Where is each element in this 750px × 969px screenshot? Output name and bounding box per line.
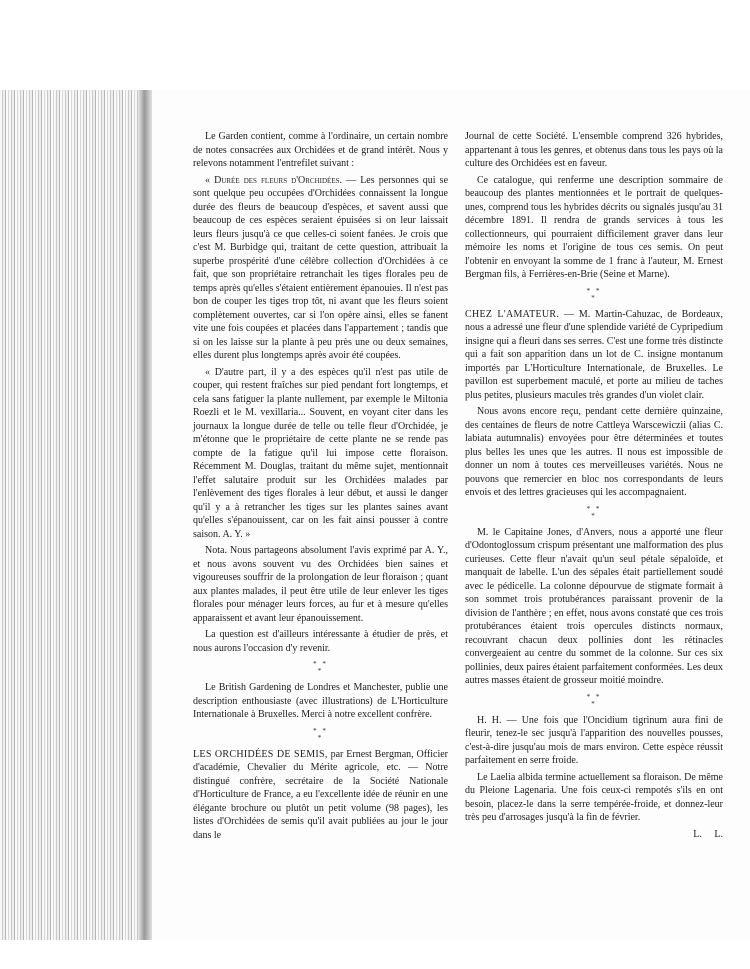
cattleya-paragraph: Nous avons encore reçu, pendant cette dernière quinzaine, des centaines de fleurs de notre Cattleya Warscewiczii (alias C. labiata autumnalis) envoyées pour être déterminées et toutes plus belles les unes que les autres. Il nous est impossible de donner un nom à toutes ces merveilleuses variétés. Nous ne pouvons que remercier en bloc nos correspondants de leurs envois et des lettres gracieuses qui les accompagnaient. — [465, 406, 723, 498]
article-paragraph-1: « Durée des fleurs d'Orchidées. — Les personnes qui se sont quelque peu occupées d'Orchidées connaissent la longue durée des fleurs de beaucoup d'espèces, et savent aussi que beaucoup de ces espèces seraient épuisées si on leur laissait leurs fleurs jusqu'à ce que celles-ci soient fanées. Je crois que c'est M. Burbidge qui, traitant de cette question, attribuait la superbe prospérité d'une célèbre collection d'Orchidées à ce fait, que son propriétaire retranchait les tiges florales peu de temps après qu'elles s'étaient entièrement épanouies. Il n'est pas bon de couper les tiges trop tôt, ni avant que les fleurs soient complètement ouvertes, car si l'on opère ainsi, elles se fanent vite une fois coupées et placées dans l'appartement ; tandis que si on les laisse sur la plante à peu près une ou deux semaines, elles durent plus longtemps après avoir été coupées. — [193, 174, 449, 361]
separator-top: * * — [586, 504, 602, 513]
semis-title: LES ORCHIDÉES DE SEMIS, — [193, 748, 328, 760]
amateur-paragraph — [465, 308, 723, 403]
separator-top: * * — [586, 692, 602, 701]
odontoglossum-paragraph: M. le Capitaine Jones, d'Anvers, nous a apporté une fleur d'Odontoglossum crispum présentant une malformation des plus curieuses. Cette fleur n'avait qu'un seul pétale sépaloïde, et manquait de labelle. L'un des sépales était partiellement soudé avec le pédicelle. La colonne dépourvue de stigmate formait à son sommet trois protubérances paraissant provenir de la division de l'anthère ; en effet, nous avons constaté que ces trois protubérances étaient trois opercules distincts normaux, recouvrant chacun deux pollinies dont les rétinacles convergeaient au centre du sommet de la colonne. Sur ces six pollinies, deux paires étaient parfaitement conformées. Les deux autres masses étaient de grosseur moitié moindre. — [465, 526, 723, 686]
separator-bottom: * — [591, 699, 597, 708]
section-separator — [465, 506, 723, 520]
separator-bottom: * — [317, 667, 324, 675]
section-separator — [193, 661, 448, 675]
catalogue-paragraph: Ce catalogue, qui renferme une description sommaire de beaucoup des plantes mentionnées et le portrait de quelques-unes, comprend tous les hybrides décrits ou signalés jusqu'au 31 décembre 1891. Il rendra de grands services à tous les collectionneurs, qui pourraient difficilement graver dans leur mémoire les noms et l'origine de tous ces semis. On peut l'obtenir en envoyant la somme de 1 franc à l'auteur, M. Ernest Bergman fils, à Ferrières-en-Brie (Seine et Marne). — [465, 174, 723, 280]
right-column — [465, 130, 723, 844]
separator-top: * * — [313, 726, 328, 735]
section-separator — [193, 728, 448, 742]
separator-top: * * — [586, 286, 602, 295]
amateur-text: — M. Martin-Cahuzac, de Bordeaux, nous a adressé une fleur d'une splendide variété de Cypripedium insigne qui a fleuri dans ses serres. C'est une forme très distincte qui a fait son apparition dans un lot de C. insigne montanum importés par L'Horticulture Internationale, de Bruxelles. Le pavillon est superbement maculé, et porte au milieu de taches plus petites, plusieurs macules très grandes d'un violet clair. — [465, 308, 723, 401]
question-paragraph: La question est d'ailleurs intéressante à étudier de près, et nous aurons l'occasion d'y revenir. — [193, 629, 448, 654]
separator-bottom: * — [591, 293, 597, 302]
binding-edge — [0, 90, 150, 940]
semis-paragraph — [193, 748, 448, 843]
oncidium-paragraph: H. H. — Une fois que l'Oncidium tigrinum aura fini de fleurir, tenez-le sec jusqu'à l'apparition des nouvelles pousses, c'est-à-dire jusqu'au mois de mars environ. Cette espèce réussit parfaitement en serre froide. — [465, 714, 723, 766]
article-title: Durée des fleurs d'Orchidées. — [214, 174, 342, 186]
separator-top: * * — [313, 660, 328, 668]
section-separator — [465, 694, 723, 708]
semis-text: par Ernest Bergman, Officier d'académie, Chevalier du Mérite agricole, etc. — Notre distingué confrère, secrétaire de la Société Nationale d'Horticulture de France, a eu l'excellente idée de réunir en une élégante brochure ou plutôt un petit volume (98 pages), les listes d'Orchidées de semis qu'il avait publiées au jour le jour dans le — [193, 748, 449, 841]
journal-paragraph: Journal de cette Société. L'ensemble comprend 326 hybrides, appartenant à tous les genres, et obtenus dans tous les pays où la culture des Orchidées est en faveur. — [465, 131, 723, 169]
nota-paragraph: Nota. Nous partageons absolument l'avis exprimé par A. Y., et nous avons souvent vu des Orchidées bien saines et vigoureuses souffrir de la prolongation de leur floraison ; quant aux plantes malades, il peut être utile de leur enlever les tiges florales pour ménager leurs forces, au fur et à mesure qu'elles apparaissent et avant leur épanouissement. — [193, 545, 448, 624]
laelia-paragraph: Le Laelia albida termine actuellement sa floraison. De même du Pleione Lagenaria. Une fois ceux-ci rempotés s'ils en ont besoin, placez-le dans la serre tempérée-froide, et donnez-leur très peu d'arrosages jusqu'à la fin de février. — [465, 771, 723, 823]
amateur-title: CHEZ L'AMATEUR. — [465, 308, 560, 320]
intro-paragraph: Le Garden contient, comme à l'ordinaire, un certain nombre de notes consacrées aux Orchidées et de grand intérêt. Nous y relevons notamment l'entrefilet suivant : — [193, 131, 448, 169]
article-text-1: — Les personnes qui se sont quelque peu occupées d'Orchidées connaissent la longue durée des fleurs de beaucoup d'espèces, et savent aussi que beaucoup de ces espèces seraient épuisées si on leur laissait leurs fleurs jusqu'à ce que celles-ci soient fanées. Je crois que c'est M. Burbidge qui, traitant de cette question, attribuait la superbe prospérité d'une célèbre collection d'Orchidées à ce fait, que son propriétaire retranchait les tiges florales peu de temps après qu'elles s'étaient entièrement épanouies. Il n'est pas bon de couper les tiges trop tôt, ni avant que les fleurs soient complètement ouvertes, car si l'on opère ainsi, elles se fanent vite une fois coupées et placées dans l'appartement ; tandis que si on les laisse sur la plante à peu près une ou deux semaines, elles durent plus longtemps après avoir été coupées. — [193, 174, 449, 361]
left-column — [193, 130, 448, 845]
separator-bottom: * — [317, 733, 324, 742]
signature: L. L. — [693, 828, 723, 840]
section-separator — [465, 288, 723, 302]
british-gardening-paragraph: Le British Gardening de Londres et Manchester, publie une description enthousiaste (avec illustrations) de L'Horticulture Internationale à Bruxelles. Merci à notre excellent confrère. — [193, 682, 448, 720]
separator-bottom: * — [591, 511, 597, 520]
article-paragraph-2: « D'autre part, il y a des espèces qu'il n'est pas utile de couper, qui restent fraîches sur pied pendant fort longtemps, et cela sans fatiguer la plante nullement, par exemple le Miltonia Roezli et le M. vexillaria... Souvent, en voyant citer dans les journaux la longue durée de telle ou telle fleur d'Orchidée, je m'étonne que le propriétaire de cette plante ne se rende pas compte de la fatigue qu'il lui impose cette floraison. Récemment M. Douglas, traitant du même sujet, mentionnait l'effet salutaire produit sur les Orchidées malades par l'enlèvement des tiges florales à leur début, et aussi le danger qu'il y a à retrancher les tiges sur les plantes saines avant qu'elles s'épanouissent, car on les fait ainsi pousser à contre saison. A. Y. » — [193, 366, 448, 540]
